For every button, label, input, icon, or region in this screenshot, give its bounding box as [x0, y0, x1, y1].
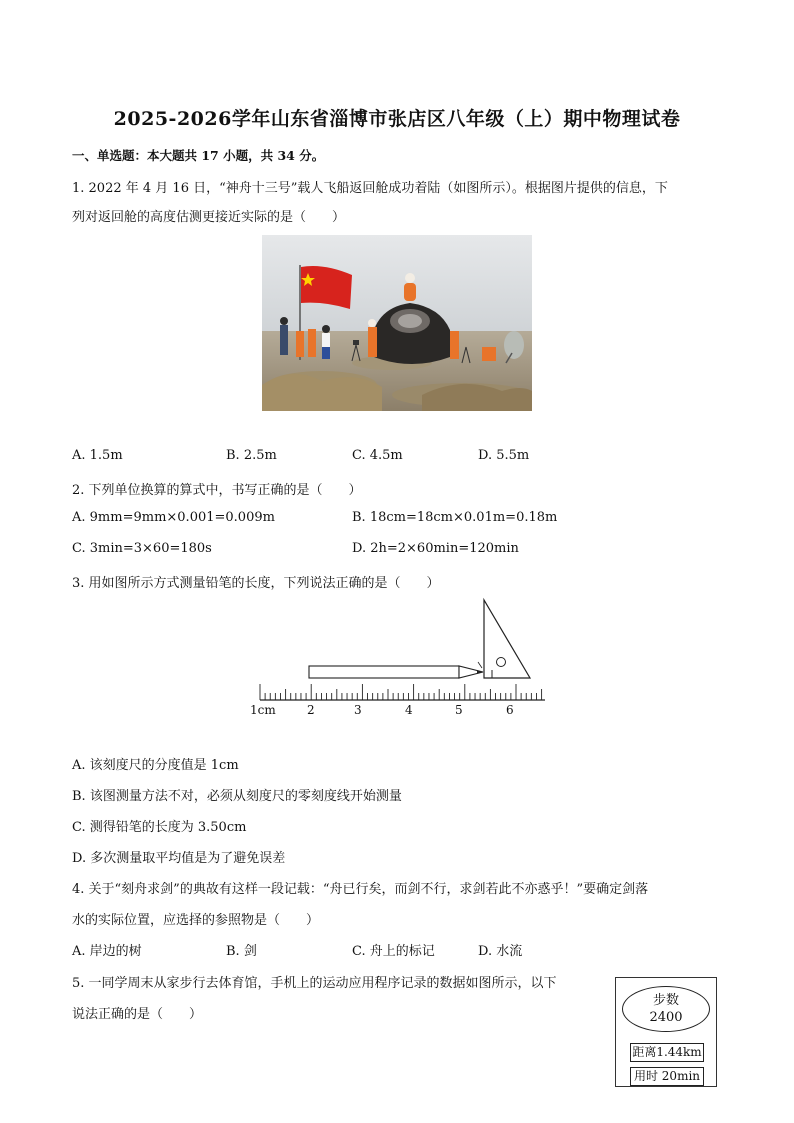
ruler-label-3: 3 — [354, 703, 362, 717]
question-4-text-line-1: 4. 关于“刻舟求剑”的典故有这样一段记载：“舟已行矣，而剑不行，求剑若此不亦惑乎！”要确定剑落 — [72, 882, 649, 897]
capsule-landing-photo — [262, 235, 532, 411]
ruler-label-1cm: 1cm — [250, 703, 276, 717]
ruler-ticks — [260, 684, 542, 700]
q2-option-c: C. 3min=3×60=180s — [72, 541, 212, 556]
q2-option-b: B. 18cm=18cm×0.01m=0.18m — [352, 510, 558, 525]
question-3-text: 3. 用如图所示方式测量铅笔的长度，下列说法正确的是（ ） — [72, 576, 440, 591]
q4-option-d: D. 水流 — [478, 944, 523, 959]
ruler-label-5: 5 — [455, 703, 463, 717]
steps-label: 步数 — [652, 993, 679, 1008]
question-5-text-line-1: 5. 一同学周末从家步行去体育馆，手机上的运动应用程序记录的数据如图所示，以下 — [72, 976, 557, 991]
ruler-pencil-diagram — [240, 596, 560, 720]
q1-option-c: C. 4.5m — [352, 448, 403, 463]
distance-readout: 距离1.44km — [630, 1043, 704, 1062]
q1-option-a: A. 1.5m — [72, 448, 123, 463]
q2-option-a: A. 9mm=9mm×0.001=0.009m — [72, 510, 275, 525]
ruler-label-6: 6 — [506, 703, 514, 717]
q3-option-a: A. 该刻度尺的分度值是 1cm — [72, 758, 239, 773]
q3-option-b: B. 该图测量方法不对，必须从刻度尺的零刻度线开始测量 — [72, 789, 402, 804]
question-1-text-line-1: 1. 2022 年 4 月 16 日，“神舟十三号”载人飞船返回舱成功着陆（如图所示）。根据图片提供的信息，下 — [72, 181, 668, 196]
q4-option-b: B. 剑 — [226, 944, 257, 959]
q4-option-c: C. 舟上的标记 — [352, 944, 435, 959]
question-5-text-line-2: 说法正确的是（ ） — [72, 1007, 203, 1022]
q1-option-b: B. 2.5m — [226, 448, 277, 463]
fitness-app-record — [615, 977, 717, 1087]
question-2-text: 2. 下列单位换算的算式中，书写正确的是（ ） — [72, 483, 362, 498]
q2-option-d: D. 2h=2×60min=120min — [352, 541, 519, 556]
time-readout: 用时 20min — [630, 1067, 704, 1086]
question-1-text-line-2: 列对返回舱的高度估测更接近实际的是（ ） — [72, 210, 346, 225]
q3-option-c: C. 测得铅笔的长度为 3.50cm — [72, 820, 247, 835]
q4-option-a: A. 岸边的树 — [72, 944, 142, 959]
steps-value: 2400 — [649, 1010, 683, 1025]
q3-option-d: D. 多次测量取平均值是为了避免误差 — [72, 851, 286, 866]
steps-oval — [622, 986, 710, 1032]
ruler-label-2: 2 — [307, 703, 315, 717]
section-heading: 一、单选题：本大题共 17 小题，共 34 分。 — [72, 148, 325, 163]
page-title: 2025-2026学年山东省淄博市张店区八年级（上）期中物理试卷 — [113, 108, 681, 130]
question-4-text-line-2: 水的实际位置，应选择的参照物是（ ） — [72, 913, 320, 928]
ruler-label-4: 4 — [405, 703, 413, 717]
q1-option-d: D. 5.5m — [478, 448, 530, 463]
